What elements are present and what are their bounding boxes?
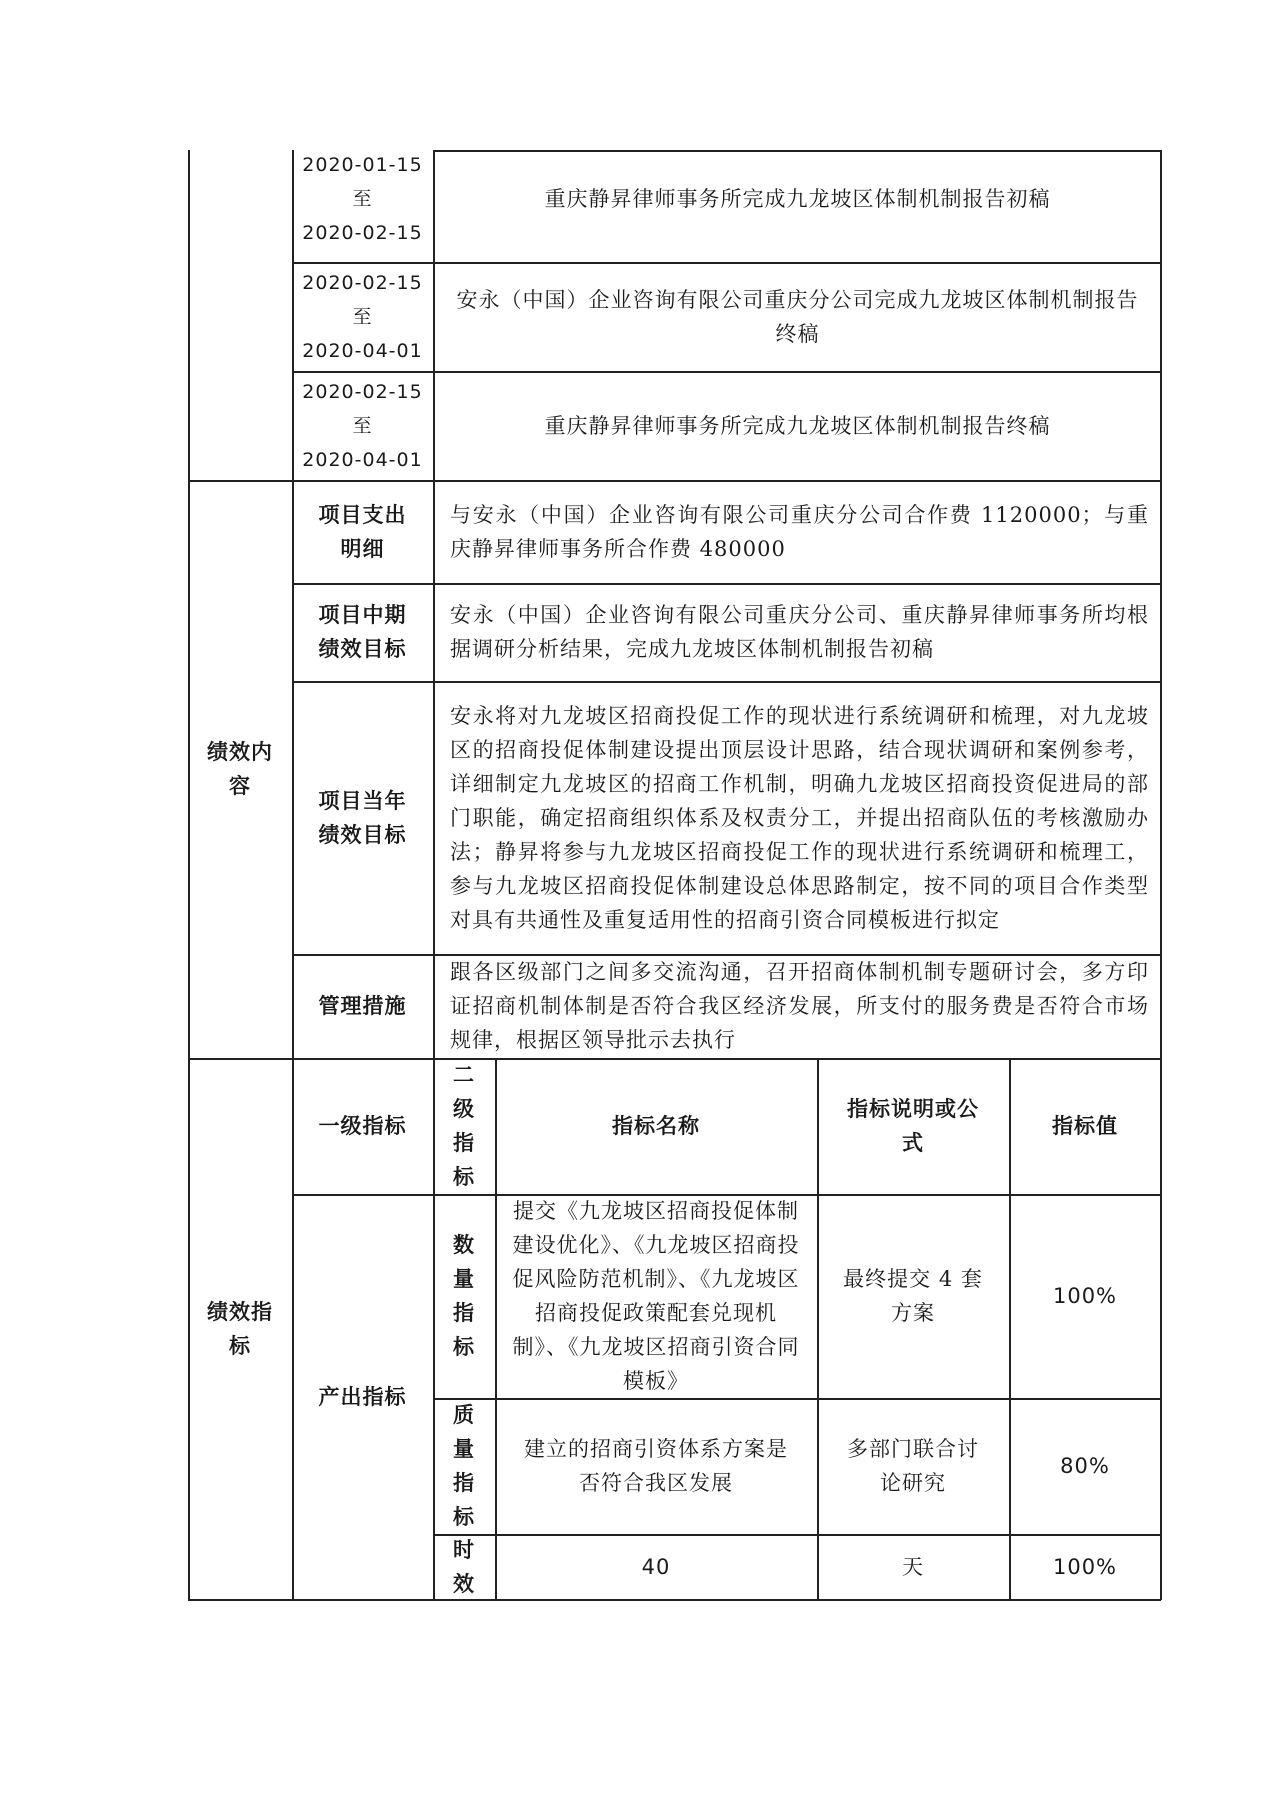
table-border: [292, 1194, 1161, 1196]
schedule-desc-3: 重庆静昇律师事务所完成九龙坡区体制机制报告终稿: [544, 413, 1051, 438]
performance-indicators-label: [188, 1058, 292, 1599]
table-border: [433, 1534, 1161, 1536]
schedule-end-date: 2020-04-01: [302, 448, 423, 471]
row-label-text: 项目当年绩效目标: [318, 788, 407, 847]
table-border: [188, 1599, 1161, 1601]
section-label-text: 绩效指标: [207, 1299, 273, 1358]
schedule-start-date: 2020-01-15: [302, 154, 423, 176]
level2-text: 数量指标: [453, 1233, 475, 1359]
schedule-date-1: [292, 136, 433, 262]
table-border: [292, 583, 1161, 585]
timeliness-indicator-value: 100%: [1052, 1554, 1118, 1579]
expense-detail-text: 与安永（中国）企业咨询有限公司重庆分公司合作费 1120000；与重庆静昇律师事务所合作费 480000: [450, 502, 1149, 561]
timeliness-indicator-name: 40: [641, 1554, 671, 1579]
table-border: [433, 1398, 1161, 1400]
schedule-date-separator: 至: [352, 188, 373, 210]
header-indicator-name: 指标名称: [612, 1114, 700, 1138]
header-level2: [433, 1058, 495, 1194]
quality-indicator-desc: 多部门联合讨论研究: [847, 1437, 979, 1495]
quantity-indicator-name: 提交《九龙坡区招商投促体制建设优化》、《九龙坡区招商投促风险防范机制》、《九龙坡区招商投促政策配套兑现机制》、《九龙坡区招商引资合同模板》: [512, 1199, 800, 1393]
quantity-indicator-desc: 最终提交 4 套方案: [843, 1267, 983, 1325]
table-border: [1009, 1058, 1011, 1600]
table-border: [1160, 150, 1162, 1600]
table-border: [292, 262, 1161, 264]
output-indicator-label: 产出指标: [318, 1384, 407, 1409]
timeliness-indicator-desc: 天: [902, 1554, 924, 1579]
midterm-goal-text: 安永（中国）企业咨询有限公司重庆分公司、重庆静昇律师事务所均根据调研分析结果，完成九龙坡区体制机制报告初稿: [450, 603, 1149, 661]
level2-text: 质量指标: [453, 1403, 475, 1529]
header-level2-text: 二级指标: [453, 1063, 475, 1189]
table-border: [495, 1058, 497, 1600]
table-border: [434, 150, 1161, 152]
schedule-start-date: 2020-02-15: [302, 271, 423, 294]
schedule-desc-1: 重庆静昇律师事务所完成九龙坡区体制机制报告初稿: [544, 187, 1051, 211]
quantity-indicator-value: 100%: [1052, 1284, 1118, 1308]
annual-goal-label: [292, 681, 433, 954]
quality-indicator-label: [433, 1398, 495, 1534]
quantity-indicator-label: [433, 1194, 495, 1398]
table-border: [292, 954, 1161, 956]
schedule-end-date: 2020-02-15: [302, 222, 423, 244]
management-measures-text: 跟各区级部门之间多交流沟通，召开招商体制机制专题研讨会，多方印证招商机制体制是否符合我区经济发展，所支付的服务费是否符合市场规律，根据区领导批示去执行: [450, 960, 1149, 1052]
header-indicator-value: 指标值: [1052, 1114, 1118, 1138]
schedule-date-separator: 至: [352, 305, 373, 328]
annual-goal-text: 安永将对九龙坡区招商投促工作的现状进行系统调研和梳理，对九龙坡区的招商投促体制建设提出顶层设计思路，结合现状调研和案例参考，详细制定九龙坡区的招商工作机制，明确九龙坡区招商投资促进局的部门职能，确定招商组织体系及权责分工，并提出招商队伍的考核激励办法；静昇将参与九龙坡区招商投促工作的现状进行系统调研和梳理工，参与九龙坡区招商投促体制建设总体思路制定，按不同的项目合作类型对具有共通性及重复适用性的招商引资合同模板进行拟定: [450, 703, 1149, 932]
quality-indicator-name: 建立的招商引资体系方案是否符合我区发展: [524, 1437, 788, 1495]
schedule-date-separator: 至: [352, 414, 373, 437]
row-label-text: 管理措施: [318, 994, 407, 1018]
schedule-date-3: [292, 371, 433, 480]
schedule-desc-2: 安永（中国）企业咨询有限公司重庆分公司完成九龙坡区体制机制报告终稿: [456, 287, 1139, 346]
timeliness-indicator-label: [433, 1534, 495, 1599]
row-label-text: 项目中期绩效目标: [318, 603, 407, 661]
table-border: [292, 371, 1161, 373]
schedule-start-date: 2020-02-15: [302, 380, 423, 403]
schedule-date-2: [292, 262, 433, 371]
table-border: [817, 1058, 819, 1600]
midterm-goal-label: [292, 583, 433, 681]
header-indicator-desc: 指标说明或公式: [847, 1097, 979, 1155]
table-border: [292, 150, 294, 1600]
table-border: [188, 1058, 1161, 1060]
schedule-end-date: 2020-04-01: [302, 339, 423, 362]
header-level1: 一级指标: [318, 1114, 407, 1138]
expense-detail-label: [292, 480, 433, 583]
level2-text: 时效: [453, 1537, 475, 1596]
table-border: [188, 480, 1161, 482]
performance-content-label: [188, 480, 292, 1058]
table-border: [188, 150, 190, 1600]
management-measures-label: [292, 954, 433, 1058]
row-label-text: 项目支出明细: [318, 502, 407, 561]
table-border: [433, 150, 435, 1600]
table-border: [292, 681, 1161, 683]
section-label-text: 绩效内容: [207, 740, 273, 798]
quality-indicator-value: 80%: [1060, 1454, 1110, 1478]
